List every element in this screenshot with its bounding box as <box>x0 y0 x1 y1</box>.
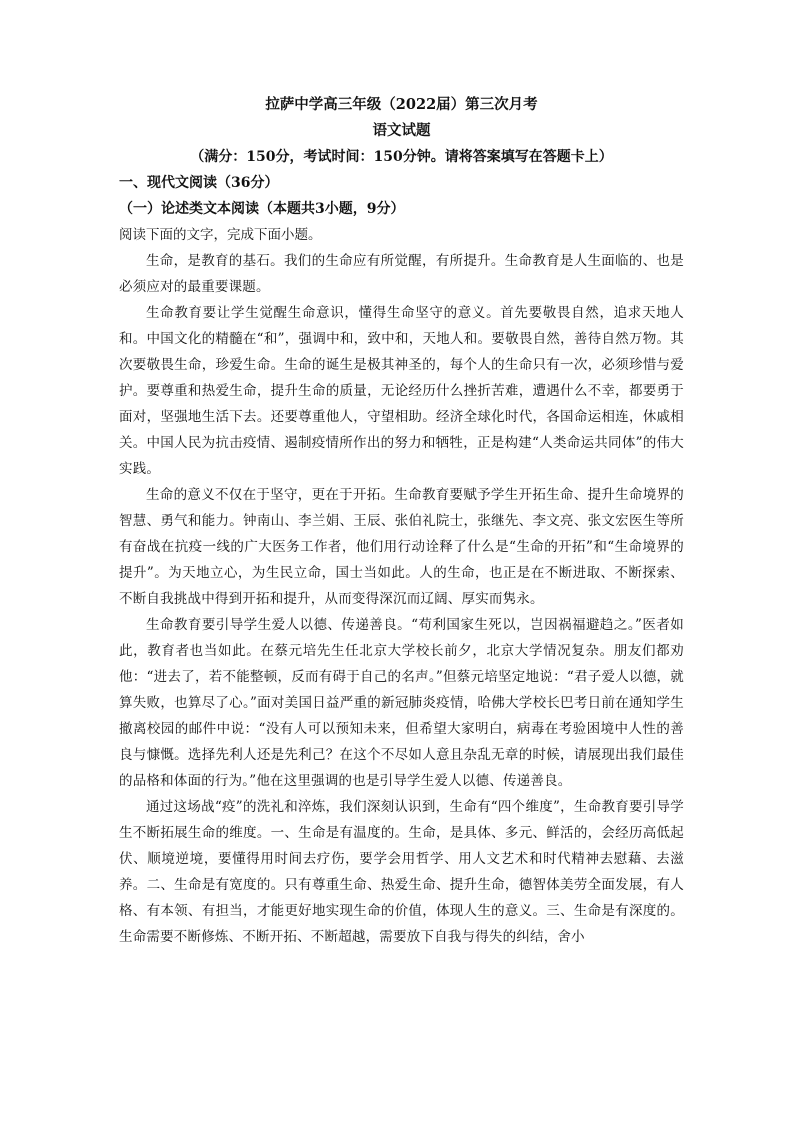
passage-paragraph: 生命，是教育的基石。我们的生命应有所觉醒，有所提升。生命教育是人生面临的、也是必须应对的最重要课题。 <box>119 253 684 295</box>
exam-title: 拉萨中学高三年级（2022届）第三次月考 <box>265 96 538 113</box>
passage-paragraph: 生命的意义不仅在于坚守，更在于开拓。生命教育要赋予学生开拓生命、提升生命境界的智慧、勇气和能力。钟南山、李兰娟、王辰、张伯礼院士，张继先、李文亮、张文宏医生等所有奋战在抗疫一线的广大医务工作者，他们用行动诠释了什么是“生命的开拓”和“生命境界的提升”。为天地立心，为生民立命，国士当如此。人的生命，也正是在不断进取、不断探索、不断自我挑战中得到开拓和提升，从而变得深沉而辽阔、厚实而隽永。 <box>119 487 684 607</box>
passage-paragraph: 生命教育要让学生觉醒生命意识，懂得生命坚守的意义。首先要敬畏自然，追求天地人和。中国文化的精髓在“和”，强调中和，致中和，天地人和。要敬畏自然，善待自然万物。其次要敬畏生命，珍爱生命。生命的诞生是极其神圣的，每个人的生命只有一次，必须珍惜与爱护。要尊重和热爱生命，提升生命的质量，无论经历什么挫折苦难，遭遇什么不幸，都要勇于面对，坚强地生活下去。还要尊重他人，守望相助。经济全球化时代，各国命运相连，休戚相关。中国人民为抗击疫情、遏制疫情所作出的努力和牺牲，正是构建“人类命运共同体”的伟大实践。 <box>119 305 684 477</box>
reading-instruction: 阅读下面的文字，完成下面小题。 <box>119 227 322 243</box>
sub-section-heading: （一）论述类文本阅读（本题共3小题，9分） <box>119 201 405 217</box>
passage-paragraph: 生命教育要引导学生爱人以德、传递善良。“苟利国家生死以，岂因祸福避趋之。”医者如此，教育者也当如此。在蔡元培先生任北京大学校长前夕，北京大学情况复杂。朋友们都劝他：“进去了，若不能整顿，反而有碍于自己的名声。”但蔡元培坚定地说：“君子爱人以德，就算失败，也算尽了心。”面对美国日益严重的新冠肺炎疫情，哈佛大学校长巴考日前在通知学生撤离校园的邮件中说：“没有人可以预知未来，但希望大家明白，病毒在考验困境中人性的善良与慷慨。选择先利人还是先利己？在这个不尽如人意且杂乱无章的时候，请展现出我们最佳的品格和体面的行为。”他在这里强调的也是引导学生爱人以德、传递善良。 <box>119 617 684 789</box>
section-heading: 一、现代文阅读（36分） <box>119 175 279 191</box>
exam-instructions: （满分：150分，考试时间：150分钟。请将答案填写在答题卡上） <box>190 149 613 165</box>
reading-passage <box>119 248 684 950</box>
exam-subtitle: 语文试题 <box>372 122 431 139</box>
passage-paragraph: 通过这场战“疫”的洗礼和淬炼，我们深刻认识到，生命有“四个维度”，生命教育要引导学生不断拓展生命的维度。一、生命是有温度的。生命，是具体、多元、鲜活的，会经历高低起伏、顺境逆境，要懂得用时间去疗伤，要学会用哲学、用人文艺术和时代精神去慰藉、去滋养。二、生命是有宽度的。只有尊重生命、热爱生命、提升生命，德智体美劳全面发展，有人格、有本领、有担当，才能更好地实现生命的价值，体现人生的意义。三、生命是有深度的。生命需要不断修炼、不断开拓、不断超越，需要放下自我与得失的纠结，舍小 <box>119 799 684 945</box>
